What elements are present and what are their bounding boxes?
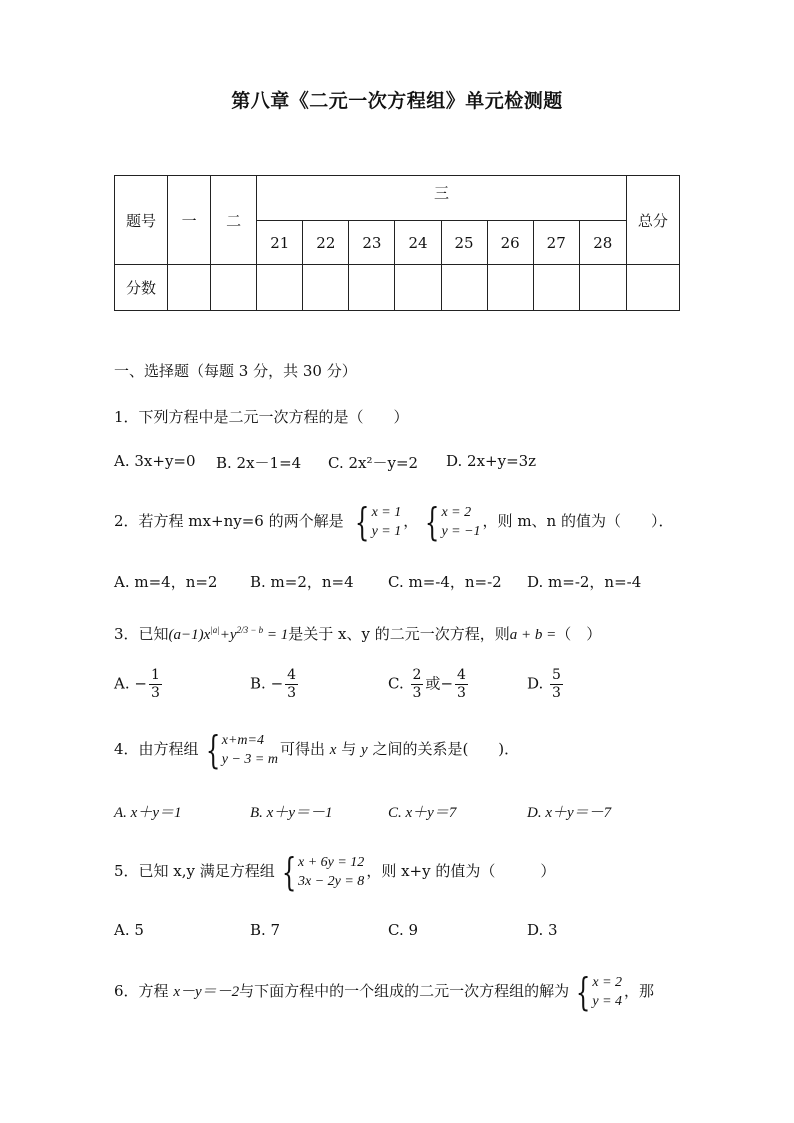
score-table [114, 175, 680, 311]
q3-option-b-label: B. [250, 674, 266, 693]
header-q22: 22 [303, 221, 349, 265]
q6-sys-row1: x = 2 [592, 975, 623, 990]
fraction-numerator: 4 [457, 667, 466, 683]
q3-exponent-a: |a| [210, 625, 220, 635]
q3-exponent-b: 2/3 − b [236, 625, 264, 635]
q2-option-c: C. m=-4，n=-2 [388, 573, 502, 591]
question-4-stem [114, 728, 519, 771]
score-cell[interactable] [303, 265, 349, 311]
question-6-stem [114, 970, 654, 1013]
q6-tail: ，那 [624, 982, 655, 1000]
q3-answer-paren: （ ） [556, 625, 602, 643]
q4-sys-row2: y − 3 = m [221, 752, 278, 767]
page-title: 第八章《二元一次方程组》单元检测题 [231, 90, 563, 112]
fraction-numerator: 4 [287, 667, 297, 683]
fraction-numerator: 2 [412, 667, 422, 683]
q3-option-a-sign: − [134, 674, 147, 693]
q5-option-c: C. 9 [388, 921, 419, 939]
fraction-numerator: 1 [150, 667, 160, 683]
question-5-stem [114, 850, 555, 892]
q1-option-c: C. 2x²－y=2 [328, 454, 419, 472]
q3-option-c-sign: − [440, 674, 454, 693]
q3-option-a-label: A. [114, 674, 130, 693]
question-3-stem [114, 619, 601, 646]
score-cell[interactable] [579, 265, 626, 311]
q2-sys1-row1: x = 1 [371, 505, 402, 520]
q2-prefix: 2．若方程 mx+ny=6 的两个解是 [114, 512, 344, 530]
q4-system [201, 728, 278, 772]
q2-sys2-row1: x = 2 [441, 505, 472, 520]
q6-system [571, 970, 623, 1014]
header-q23: 23 [349, 221, 395, 265]
question-1-stem: 1．下列方程中是二元一次方程的是（ ） [114, 408, 409, 426]
left-brace-icon: { [355, 500, 370, 544]
fraction-denominator: 3 [150, 685, 160, 701]
q5-prefix: 5．已知 x,y 满足方程组 [114, 862, 275, 880]
header-q28: 28 [579, 221, 626, 265]
q4-option-b: B. x＋y＝－1 [250, 805, 333, 821]
header-q25: 25 [441, 221, 487, 265]
q5-option-d: D. 3 [527, 921, 558, 939]
q2-system-1 [350, 500, 402, 544]
q2-sys1-row2: y = 1 [371, 524, 402, 539]
left-brace-icon: { [576, 970, 591, 1014]
q3-option-b [250, 667, 300, 702]
q3-option-d-fraction [550, 667, 563, 702]
q3-option-c-fraction-2 [455, 667, 468, 702]
q3-ab-expr: a + b = [509, 627, 557, 643]
q6-middle: 与下面方程中的一个组成的二元一次方程组的解为 [239, 982, 570, 1000]
q3-option-c-label: C. [388, 674, 404, 693]
q6-prefix: 6．方程 [114, 982, 169, 1000]
q4-option-d: D. x＋y＝－7 [527, 805, 612, 821]
q3-option-d [527, 667, 565, 702]
header-section-3: 三 [257, 176, 627, 221]
left-brace-icon: { [281, 850, 297, 894]
q4-option-a: A. x＋y＝1 [114, 805, 182, 821]
score-row-label: 分数 [115, 265, 168, 311]
q3-equation [169, 627, 289, 643]
q3-option-c-or: 或 [425, 674, 441, 693]
header-q24: 24 [395, 221, 441, 265]
header-q26: 26 [487, 221, 533, 265]
q3-option-b-sign: − [270, 674, 284, 693]
q5-suffix: ，则 x+y 的值为（ ） [366, 862, 556, 880]
q5-system [277, 850, 365, 894]
header-q21: 21 [257, 221, 303, 265]
q3-eq-term-a: (a−1)x [168, 627, 211, 643]
header-question-number: 题号 [115, 176, 168, 265]
q5-sys-row1: x + 6y = 12 [297, 855, 365, 870]
q1-option-b: B. 2x－1=4 [216, 454, 302, 472]
q4-suffix: 之间的关系是( )． [372, 740, 520, 758]
fraction-denominator: 3 [287, 685, 297, 701]
q3-eq-term-b: +y [219, 627, 237, 643]
fraction-numerator: 5 [552, 667, 561, 683]
q3-prefix: 3．已知 [114, 625, 169, 643]
score-cell[interactable] [349, 265, 395, 311]
q4-prefix: 4．由方程组 [114, 740, 199, 758]
q4-var-y: y [361, 742, 368, 758]
score-cell[interactable] [441, 265, 487, 311]
score-cell[interactable] [395, 265, 441, 311]
q3-middle: 是关于 x、y 的二元一次方程，则 [288, 625, 510, 643]
q3-eq-rhs: = 1 [266, 627, 289, 643]
q2-sys2-row2: y = −1 [441, 524, 481, 539]
q2-option-b: B. m=2，n=4 [250, 573, 354, 591]
left-brace-icon: { [425, 500, 440, 544]
q6-equation: x－y＝－2 [173, 984, 240, 1000]
q2-system-2 [420, 500, 481, 544]
left-brace-icon: { [205, 728, 220, 772]
q3-option-a-fraction [149, 667, 162, 702]
q5-option-b: B. 7 [250, 921, 281, 939]
q4-option-c: C. x＋y＝7 [388, 805, 457, 821]
q2-option-a: A. m=4，n=2 [114, 573, 218, 591]
q5-sys-row2: 3x − 2y = 8 [297, 874, 365, 889]
q1-option-d: D. 2x+y=3z [446, 452, 537, 470]
question-2-stem [114, 500, 673, 542]
q3-option-a [114, 667, 164, 702]
score-cell[interactable] [626, 265, 679, 311]
header-total: 总分 [626, 176, 679, 265]
q3-option-b-fraction [285, 667, 298, 702]
q3-option-d-label: D. [527, 674, 544, 693]
score-cell[interactable] [533, 265, 579, 311]
fraction-denominator: 3 [552, 685, 561, 701]
score-cell[interactable] [168, 265, 211, 311]
header-section-1: 一 [168, 176, 211, 265]
q3-option-c-fraction-1 [411, 667, 424, 702]
fraction-denominator: 3 [412, 685, 422, 701]
q4-var-x: x [329, 742, 337, 758]
q2-option-d: D. m=-2，n=-4 [527, 573, 642, 591]
q2-suffix: ，则 m、n 的值为（ ）． [482, 512, 674, 530]
fraction-denominator: 3 [457, 685, 466, 701]
score-cell[interactable] [257, 265, 303, 311]
q5-option-a: A. 5 [114, 921, 144, 939]
q4-and: 与 [341, 740, 357, 758]
score-cell[interactable] [487, 265, 533, 311]
header-q27: 27 [533, 221, 579, 265]
q3-option-c [388, 667, 470, 702]
q2-separator: ， [403, 512, 419, 530]
score-cell[interactable] [211, 265, 257, 311]
q1-option-a: A. 3x+y=0 [114, 452, 196, 470]
section-heading: 一、选择题（每题 3 分，共 30 分） [114, 362, 357, 380]
q6-sys-row2: y = 4 [592, 994, 623, 1009]
header-section-2: 二 [211, 176, 257, 265]
q4-sys-row1: x+m=4 [221, 733, 264, 748]
q4-middle: 可得出 [279, 740, 325, 758]
